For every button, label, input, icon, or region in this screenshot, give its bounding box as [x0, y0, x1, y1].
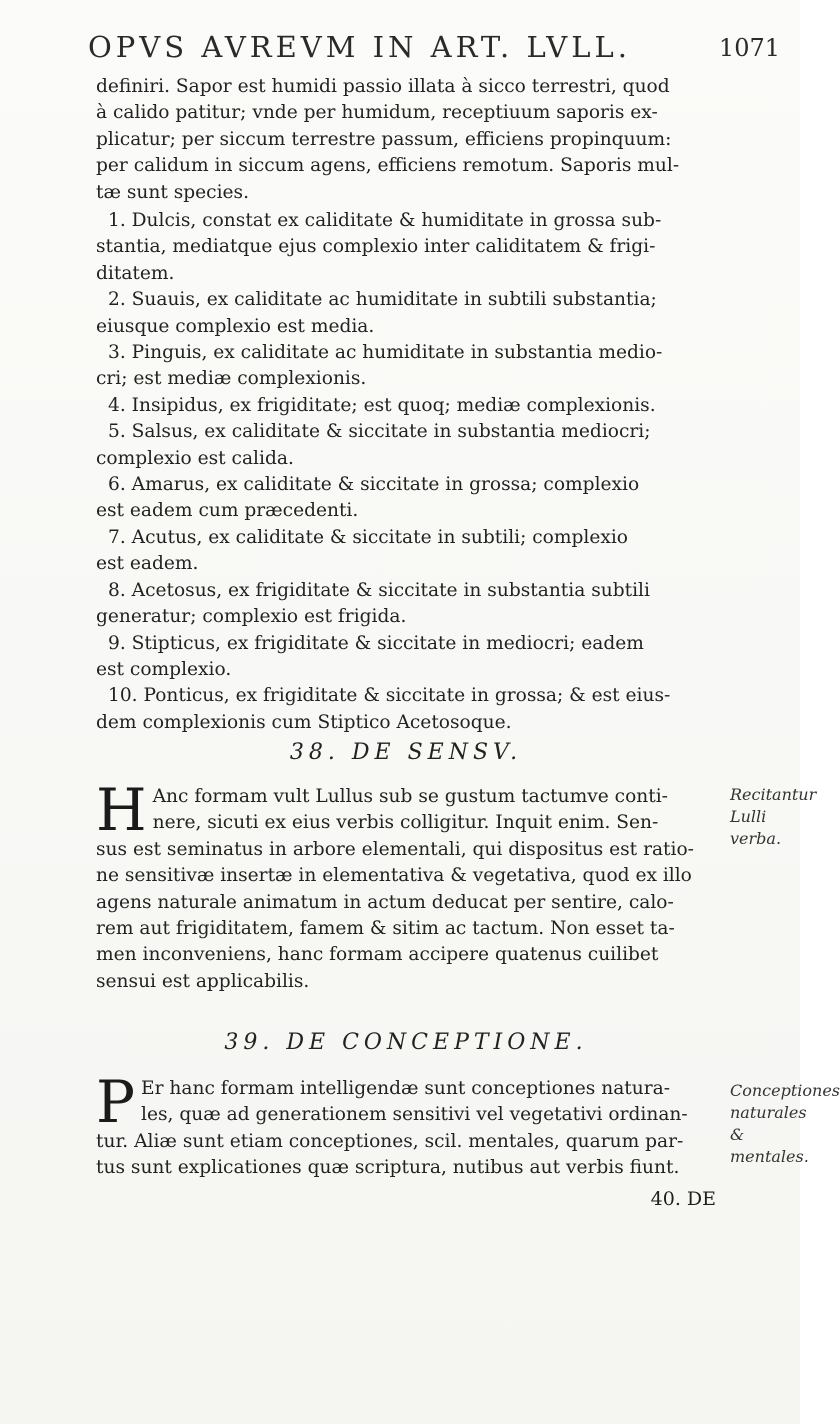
text-line: Er hanc formam intelligendæ sunt conceptiones natura- [141, 1078, 670, 1099]
species-line: dem complexionis cum Stiptico Acetosoque. [96, 711, 512, 733]
text-line: agens naturale animatum in actum deducat per sentire, calo- [96, 891, 674, 913]
margin-note-line: Conceptiones [730, 1081, 840, 1100]
catchword: 40. DE [650, 1188, 716, 1210]
species-line: complexio est calida. [96, 447, 294, 469]
text-line: tæ sunt species. [96, 181, 249, 203]
species-line: 1. Dulcis, constat ex caliditate & humiditate in grossa sub- [108, 210, 662, 231]
text-line: nere, sicuti ex eius verbis colligitur. Inquit enim. Sen- [152, 812, 659, 834]
text-line: sensui est applicabilis. [96, 970, 310, 992]
text-line: definiri. Sapor est humidi passio illata à sicco terrestri, quod [96, 76, 670, 97]
species-line: 9. Stipticus, ex frigiditate & siccitate in mediocri; eadem [108, 632, 644, 654]
section-39-body [96, 1068, 716, 1182]
species-line: est eadem cum præcedenti. [96, 500, 359, 522]
margin-note-line: Recitantur [730, 785, 817, 804]
species-line: 2. Suauis, ex caliditate ac humiditate in subtili substantia; [108, 289, 657, 311]
species-line: stantia, mediatque ejus complexio inter caliditatem & frigi- [96, 236, 656, 258]
text-line: rem aut frigiditatem, famem & sitim ac tactum. Non esset ta- [96, 918, 675, 940]
text-line: ne sensitivæ insertæ in elementativa & vegetativa, quod ex illo [96, 865, 692, 887]
section-heading-de-sensu: 38. DE SENSV. [289, 740, 523, 765]
margin-note-line: Lulli verba. [730, 807, 782, 848]
species-line: 8. Acetosus, ex frigiditate & siccitate in substantia subtili [108, 579, 650, 601]
species-line: 6. Amarus, ex caliditate & siccitate in grossa; complexio [108, 474, 640, 496]
text-line: les, quæ ad generationem sensitivi vel vegetativi ordinan- [141, 1104, 688, 1126]
section-heading-de-conceptione: 39. DE CONCEPTIONE. [224, 1030, 588, 1055]
drop-cap: P [96, 1068, 136, 1136]
species-line: ditatem. [96, 262, 175, 284]
species-line: cri; est mediæ complexionis. [96, 368, 367, 390]
running-head: OPVS AVREVM IN ART. LVLL. [88, 30, 631, 64]
page-number: 1071 [718, 34, 780, 62]
text-line: à calido patitur; vnde per humidum, receptiuum saporis ex- [96, 102, 658, 124]
text-line: per calidum in siccum agens, efficiens remotum. Saporis mul- [96, 155, 680, 177]
margin-note-recitantur [730, 784, 817, 850]
margin-note-line: mentales. [730, 1147, 809, 1166]
species-line: eiusque complexio est media. [96, 315, 375, 337]
text-line: men inconveniens, hanc formam accipere quatenus cuilibet [96, 944, 659, 966]
species-line: 5. Salsus, ex caliditate & siccitate in substantia mediocri; [108, 421, 651, 443]
text-line: tur. Aliæ sunt etiam conceptiones, scil. mentales, quarum par- [96, 1130, 684, 1152]
text-line: tus sunt explicationes quæ scriptura, nutibus aut verbis fiunt. [96, 1157, 680, 1179]
page-header [0, 22, 800, 66]
text-line: sus est seminatus in arbore elementali, qui dispositus est ratio- [96, 838, 694, 860]
text-line: plicatur; per siccum terrestre passum, efficiens propinquum: [96, 128, 672, 150]
margin-note-line: naturales & [730, 1103, 807, 1144]
species-list [96, 208, 716, 736]
species-line: est eadem. [96, 553, 199, 575]
species-line: generatur; complexio est frigida. [96, 606, 407, 628]
species-line: 4. Insipidus, ex frigiditate; est quoq; mediæ complexionis. [108, 394, 656, 416]
margin-note-conceptiones [730, 1080, 840, 1168]
species-line: 7. Acutus, ex caliditate & siccitate in subtili; complexio [108, 526, 628, 548]
section-38-body [96, 776, 716, 995]
intro-paragraph [96, 74, 716, 206]
text-line: Anc formam vult Lullus sub se gustum tactumve conti- [152, 786, 668, 807]
species-line: 3. Pinguis, ex caliditate ac humiditate in substantia medio- [108, 342, 663, 364]
drop-cap: H [96, 776, 147, 844]
species-line: 10. Ponticus, ex frigiditate & siccitate in grossa; & est eius- [108, 685, 671, 707]
species-line: est complexio. [96, 658, 232, 680]
